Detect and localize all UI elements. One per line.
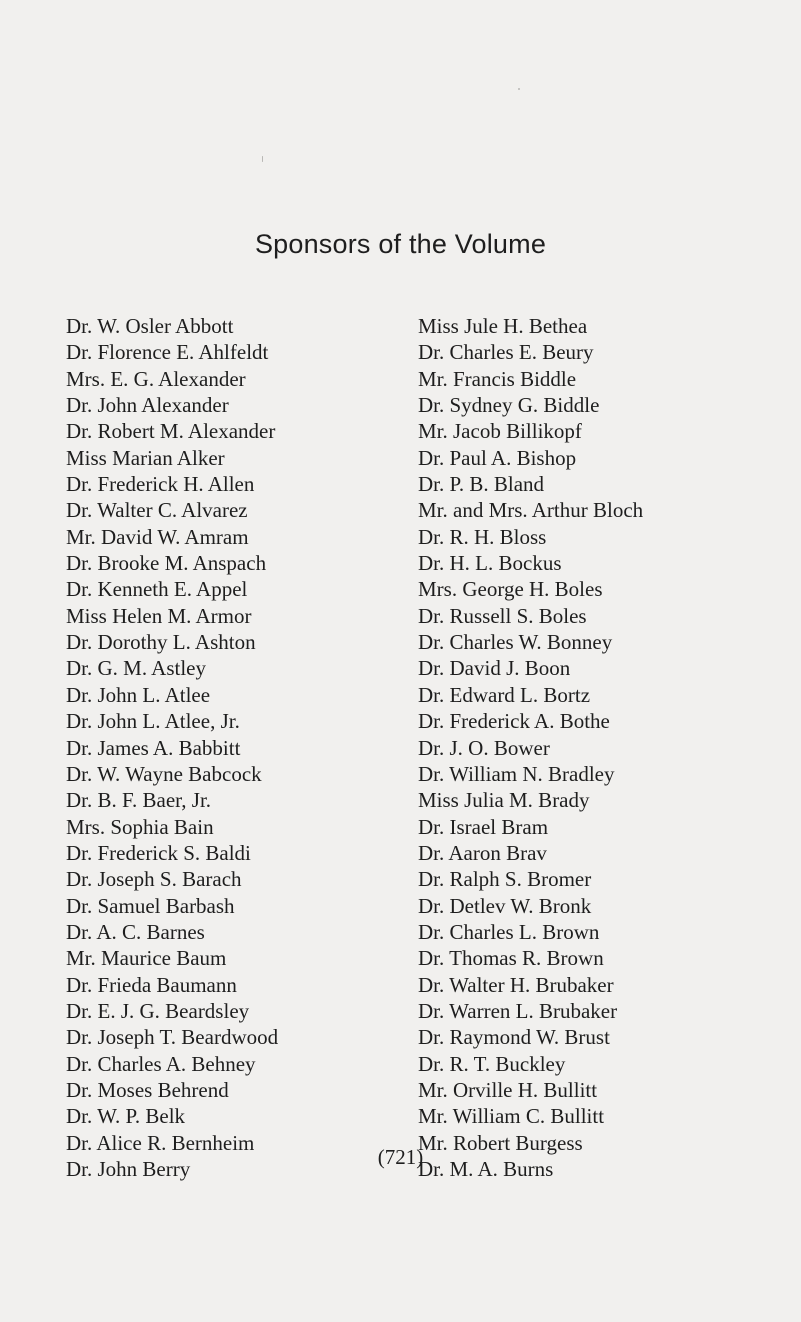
sponsor-name: Dr. Sydney G. Biddle <box>418 393 600 418</box>
sponsor-name: Dr. J. O. Bower <box>418 735 550 760</box>
sponsor-name: Dr. Frederick S. Baldi <box>66 840 251 865</box>
sponsor-name: Dr. A. C. Barnes <box>66 919 205 944</box>
sponsor-name: Dr. Moses Behrend <box>66 1077 229 1102</box>
sponsor-name: Dr. Thomas R. Brown <box>418 946 604 971</box>
sponsor-name: Dr. David J. Boon <box>418 656 571 681</box>
sponsor-name: Miss Helen M. Armor <box>66 603 252 628</box>
sponsor-name: Dr. W. Wayne Babcock <box>66 761 262 786</box>
sponsor-list-right-column <box>418 313 643 1182</box>
sponsor-name: Dr. P. B. Bland <box>418 472 545 497</box>
sponsor-name: Mr. Jacob Billikopf <box>418 419 582 444</box>
sponsor-name: Dr. R. T. Buckley <box>418 1051 566 1076</box>
sponsor-name: Dr. Walter H. Brubaker <box>418 972 614 997</box>
sponsor-name: Dr. Kenneth E. Appel <box>66 577 248 602</box>
sponsor-name: Dr. Charles W. Bonney <box>418 630 613 655</box>
sponsor-name: Mr. David W. Amram <box>66 524 249 549</box>
paper-speck <box>262 156 263 162</box>
sponsor-name: Dr. Samuel Barbash <box>66 893 235 918</box>
sponsor-name: Dr. Charles L. Brown <box>418 919 600 944</box>
sponsor-name: Dr. W. Osler Abbott <box>66 314 234 338</box>
sponsor-name: Mr. and Mrs. Arthur Bloch <box>418 498 644 523</box>
sponsor-name: Dr. Dorothy L. Ashton <box>66 630 256 655</box>
sponsor-name: Dr. M. A. Burns <box>418 1157 554 1181</box>
sponsor-name: Dr. Brooke M. Anspach <box>66 551 267 576</box>
sponsor-name: Dr. Edward L. Bortz <box>418 682 591 707</box>
sponsor-name: Dr. Israel Bram <box>418 814 549 839</box>
sponsor-name: Dr. Ralph S. Bromer <box>418 867 592 892</box>
sponsor-name: Dr. G. M. Astley <box>66 656 207 681</box>
sponsor-name: Dr. Charles A. Behney <box>66 1051 256 1076</box>
sponsor-name: Dr. Alice R. Bernheim <box>66 1130 255 1155</box>
sponsor-name: Dr. Florence E. Ahlfeldt <box>66 340 269 365</box>
sponsor-name: Dr. James A. Babbitt <box>66 735 241 760</box>
sponsor-name: Mrs. E. G. Alexander <box>66 366 246 391</box>
sponsor-name: Mrs. George H. Boles <box>418 577 603 602</box>
sponsor-name: Mr. Maurice Baum <box>66 946 227 971</box>
sponsor-name: Dr. John Alexander <box>66 393 229 418</box>
sponsor-name: Dr. John L. Atlee <box>66 682 211 707</box>
sponsor-name: Mr. Francis Biddle <box>418 366 577 391</box>
sponsor-name: Dr. Raymond W. Brust <box>418 1025 610 1050</box>
sponsor-list-left-column <box>66 313 278 1182</box>
sponsor-name: Mr. William C. Bullitt <box>418 1104 605 1129</box>
sponsor-name: Miss Marian Alker <box>66 445 225 470</box>
page-number: (721) <box>377 1145 424 1169</box>
sponsor-name: Dr. Robert M. Alexander <box>66 419 276 444</box>
sponsor-name: Dr. Walter C. Alvarez <box>66 498 248 523</box>
sponsor-name: Mr. Robert Burgess <box>418 1130 583 1155</box>
sponsor-name: Mrs. Sophia Bain <box>66 814 214 839</box>
sponsor-name: Dr. Frederick H. Allen <box>66 472 255 497</box>
sponsor-name: Dr. Aaron Brav <box>418 840 547 865</box>
sponsor-name: Dr. E. J. G. Beardsley <box>66 998 250 1023</box>
sponsor-name: Dr. B. F. Baer, Jr. <box>66 788 212 813</box>
sponsor-name: Dr. Russell S. Boles <box>418 603 587 628</box>
sponsor-name: Dr. Frederick A. Bothe <box>418 709 610 734</box>
sponsor-name: Dr. H. L. Bockus <box>418 551 562 576</box>
sponsor-name: Dr. Warren L. Brubaker <box>418 998 618 1023</box>
sponsor-name: Dr. R. H. Bloss <box>418 524 547 549</box>
paper-speck <box>518 88 520 90</box>
sponsor-name: Dr. Charles E. Beury <box>418 340 594 365</box>
sponsor-name: Dr. Paul A. Bishop <box>418 445 577 470</box>
sponsor-name: Dr. John L. Atlee, Jr. <box>66 709 240 734</box>
sponsor-name: Dr. John Berry <box>66 1157 191 1181</box>
page-title: Sponsors of the Volume <box>254 229 547 259</box>
sponsor-name: Dr. Joseph S. Barach <box>66 867 242 892</box>
sponsor-name: Dr. Detlev W. Bronk <box>418 893 592 918</box>
sponsor-name: Miss Julia M. Brady <box>418 788 590 813</box>
sponsor-name: Mr. Orville H. Bullitt <box>418 1077 598 1102</box>
sponsor-name: Dr. W. P. Belk <box>66 1104 186 1129</box>
sponsor-name: Dr. Frieda Baumann <box>66 972 237 997</box>
sponsor-name: Miss Jule H. Bethea <box>418 314 588 338</box>
sponsor-name: Dr. Joseph T. Beardwood <box>66 1025 279 1050</box>
sponsor-name: Dr. William N. Bradley <box>418 761 615 786</box>
